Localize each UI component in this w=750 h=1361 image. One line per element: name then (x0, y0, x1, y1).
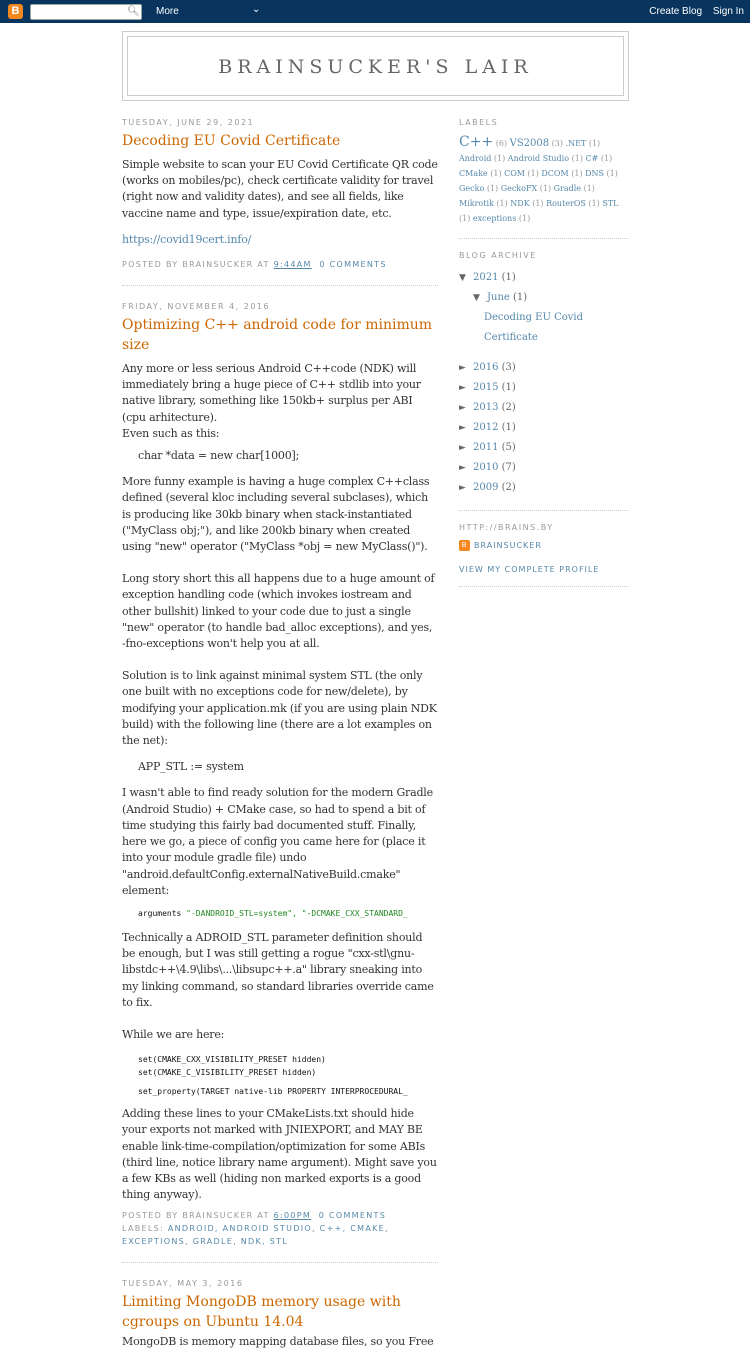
sidebar-divider (459, 238, 629, 239)
label-count: (1) (524, 169, 542, 178)
comments-link[interactable]: 0 COMMENTS (319, 260, 387, 270)
archive-post-link[interactable]: Decoding EU Covid Certificate (484, 312, 584, 343)
label-count: (1) (484, 184, 501, 193)
archive-count: (2) (498, 402, 516, 413)
label-count: (1) (569, 154, 586, 163)
triangle-right-icon[interactable]: ► (459, 403, 466, 413)
triangle-right-icon[interactable]: ► (459, 383, 466, 393)
archive-item-2021[interactable] (459, 268, 629, 288)
label-link[interactable]: Android Studio (507, 154, 570, 163)
label-link[interactable]: Android (459, 154, 492, 163)
archive-count: (1) (498, 422, 516, 433)
post-paragraph: I wasn't able to find ready solution for the modern Gradle (Android Studio) + CMake case, so had to spend a bit of time studying this fairly bad documented stuff. Finally, here we go, a piece of config you came here for (place it into your module gradle file) undo "android.defaultConfig.externalNativeBuild.cmake" element: (122, 786, 433, 897)
code-snippet: APP_STL := system (138, 760, 244, 774)
label-link[interactable]: Gecko (459, 184, 485, 193)
post-footer (122, 1209, 438, 1248)
label-link[interactable]: .NET (565, 139, 587, 148)
triangle-right-icon[interactable]: ► (459, 443, 466, 453)
post-paragraph: Simple website to scan your EU Covid Certificate QR code (works on mobiles/pc), check certificate validity for travel (right now and validity dates), and see all fields, like vaccine name and type, issue/expiration date, etc. (122, 158, 438, 220)
archive-period[interactable]: 2011 (473, 442, 499, 453)
archive-item-2016[interactable] (459, 358, 629, 378)
post-paragraph: Adding these lines to your CMakeLists.txt should hide your exports not marked with JNIEXPORT, and MAY BE enable link-time-compilation/optimization for some ABIs (third line, notice library name argument). Might save you a few KBs as well (hiding non marked exports is a good thing anyway). (122, 1107, 437, 1202)
label-cloud (459, 135, 629, 226)
blogger-profile-icon: B (459, 540, 470, 551)
post-date: TUESDAY, JUNE 29, 2021 (122, 118, 255, 127)
code-line: set(CMAKE_C_VISIBILITY_PRESET hidden) (138, 1068, 317, 1078)
triangle-down-icon[interactable]: ▼ (459, 273, 466, 283)
view-profile-link[interactable]: VIEW MY COMPLETE PROFILE (459, 565, 600, 574)
label-link[interactable]: C++ (459, 134, 494, 150)
label-link[interactable]: RouterOS (546, 199, 586, 208)
post-timestamp-link[interactable]: 9:44AM (273, 260, 312, 270)
post-paragraph: Long story short this all happens due to a huge amount of exception handling code (which invokes iostream and other bullshit) linked to your code due to just a single "new" operator (to handle bad_alloc exceptions), and yes, -fno-exceptions won't help you at all. (122, 572, 435, 651)
sidebar-divider (459, 510, 629, 511)
post-paragraph: Even such as this: (122, 426, 220, 440)
post (122, 118, 438, 271)
code-line: set_property(TARGET native-lib PROPERTY INTERPROCEDURAL_ (138, 1087, 408, 1097)
label-link[interactable]: COM (504, 169, 525, 178)
archive-item-2009[interactable] (459, 478, 629, 498)
triangle-right-icon[interactable]: ► (459, 483, 466, 493)
archive-count: (3) (498, 362, 516, 373)
archive-period[interactable]: June (487, 292, 510, 303)
posted-by: POSTED BY BRAINSUCKER AT (122, 260, 270, 270)
label-count: (1) (491, 154, 508, 163)
blog-archive (459, 268, 629, 498)
post-labels[interactable]: ANDROID, ANDROID STUDIO, C++, CMAKE, EXCEPTIONS, GRADLE, NDK, STL (122, 1224, 389, 1247)
post-timestamp-link[interactable]: 6:00PM (273, 1211, 312, 1221)
label-count: (1) (529, 199, 547, 208)
archive-count: (7) (498, 462, 516, 473)
label-link[interactable]: exceptions (472, 214, 517, 223)
archive-count: (1) (498, 382, 516, 393)
post-divider (122, 285, 438, 286)
search-input[interactable] (30, 4, 142, 20)
triangle-right-icon[interactable]: ► (459, 463, 466, 473)
label-count: (3) (549, 139, 566, 148)
post-paragraph: MongoDB is memory mapping database files, so you Free (122, 1335, 434, 1349)
archive-count: (2) (498, 482, 516, 493)
label-link[interactable]: NDK (510, 199, 530, 208)
archive-count: (5) (498, 442, 516, 453)
blogger-navbar (0, 0, 750, 23)
post-date: FRIDAY, NOVEMBER 4, 2016 (122, 302, 271, 312)
create-blog-link[interactable]: Create Blog (649, 6, 703, 17)
archive-period[interactable]: 2009 (473, 482, 499, 493)
sign-in-link[interactable]: Sign In (712, 6, 744, 17)
label-link[interactable]: STL (602, 199, 619, 208)
archive-period[interactable]: 2010 (473, 462, 499, 473)
sidebar (459, 118, 629, 599)
post-footer (122, 258, 438, 271)
post-paragraph: Solution is to link against minimal system STL (the only one built with no exceptions code for new/delete), by modifying your application.mk (if you are using plain NDK build) with the following line (there are a lot examples on the net): (122, 669, 437, 748)
archive-item-2010[interactable] (459, 458, 629, 478)
blogger-logo-icon[interactable]: B (8, 4, 23, 19)
archive-item-2013[interactable] (459, 398, 629, 418)
chevron-down-icon[interactable]: ⌄ (252, 4, 261, 15)
archive-item-2011[interactable] (459, 438, 629, 458)
post (122, 302, 438, 1248)
archive-heading: BLOG ARCHIVE (459, 251, 537, 260)
label-count: (1) (581, 184, 595, 193)
more-menu[interactable]: More (156, 6, 179, 17)
profile-heading: HTTP://BRAINS.BY (459, 523, 554, 532)
triangle-right-icon[interactable]: ► (459, 363, 466, 373)
post-paragraph: More funny example is having a huge complex C++class defined (several kloc including several subclases), which is producing like 30kb binary when stack-instantiated ("MyClass obj;"), and like 200kb binary when created using "new" operator ("MyClass *obj = new MyClass()"). (122, 475, 430, 554)
label-link[interactable]: GeckoFX (500, 184, 538, 193)
post-paragraph: Any more or less serious Android C++code (NDK) will immediately bring a huge piece of C++ stdlib into your native library, something like 150kb+ surplus per ABI (cpu arhitecture). (122, 362, 421, 424)
label-link[interactable]: DNS (585, 169, 605, 178)
label-count: (1) (493, 199, 511, 208)
archive-period[interactable]: 2015 (473, 382, 499, 393)
label-link[interactable]: VS2008 (509, 138, 550, 149)
archive-count: (1) (498, 272, 516, 283)
sidebar-divider (459, 586, 629, 587)
label-count: (1) (459, 214, 473, 223)
triangle-right-icon[interactable]: ► (459, 423, 466, 433)
archive-period[interactable]: 2021 (473, 272, 499, 283)
label-count: (1) (487, 169, 505, 178)
triangle-down-icon[interactable]: ▼ (473, 293, 480, 303)
post-title[interactable]: Limiting MongoDB memory usage with cgroups on Ubuntu 14.04 (122, 1294, 401, 1331)
archive-period[interactable]: 2016 (473, 362, 499, 373)
post-title[interactable]: Decoding EU Covid Certificate (122, 133, 341, 149)
code-line: set(CMAKE_CXX_VISIBILITY_PRESET hidden) (138, 1055, 326, 1065)
post-paragraph: Technically a ADROID_STL parameter definition should be enough, but I was still getting a rogue "cxx-stl\gnu-libstdc++\4.9\libs\...\libsupc++.a" library sneaking into my linking command, so standard libraries override came to fix. (122, 930, 434, 1009)
label-link[interactable]: Gradle (553, 184, 582, 193)
profile-name-link[interactable]: BRAINSUCKER (474, 541, 542, 550)
archive-item-june[interactable] (459, 288, 629, 308)
label-count: (1) (604, 169, 618, 178)
main-column (122, 118, 438, 1361)
labels-heading: LABELS (459, 118, 499, 127)
label-link[interactable]: Mikrotik (459, 199, 494, 208)
post-link[interactable]: https://covid19cert.info/ (122, 232, 252, 246)
label-count: (1) (537, 184, 554, 193)
label-link[interactable]: CMake (459, 169, 488, 178)
label-count: (1) (598, 154, 613, 163)
post (122, 1279, 438, 1350)
code-block: arguments "-DANDROID_STL=system", "-DCMAKE_CXX_STANDARD_ (138, 908, 408, 918)
blog-header (122, 31, 629, 101)
archive-period[interactable]: 2012 (473, 422, 499, 433)
label-count: (1) (586, 139, 601, 148)
label-count: (1) (568, 169, 586, 178)
posted-by: POSTED BY BRAINSUCKER AT (122, 1211, 270, 1221)
label-count: (1) (516, 214, 531, 223)
comments-link[interactable]: 0 COMMENTS (318, 1211, 387, 1221)
labels-prefix: LABELS: (122, 1224, 164, 1234)
label-link[interactable]: C# (585, 154, 599, 163)
post-divider (122, 1262, 438, 1263)
archive-item-2015[interactable] (459, 378, 629, 398)
archive-count: (1) (509, 292, 528, 303)
post-paragraph: While we are here: (122, 1027, 225, 1041)
label-count: (1) (585, 199, 603, 208)
code-snippet: char *data = new char[1000]; (138, 449, 300, 463)
archive-item-2012[interactable] (459, 418, 629, 438)
post-title[interactable]: Optimizing C++ android code for minimum size (122, 317, 433, 354)
search-icon[interactable]: 🔍︎ (127, 6, 140, 17)
label-count: (6) (493, 139, 510, 148)
blog-title[interactable]: BRAINSUCKER'S LAIR (218, 56, 533, 78)
label-link[interactable]: DCOM (541, 169, 569, 178)
archive-period[interactable]: 2013 (473, 402, 499, 413)
post-date: TUESDAY, MAY 3, 2016 (122, 1279, 244, 1289)
